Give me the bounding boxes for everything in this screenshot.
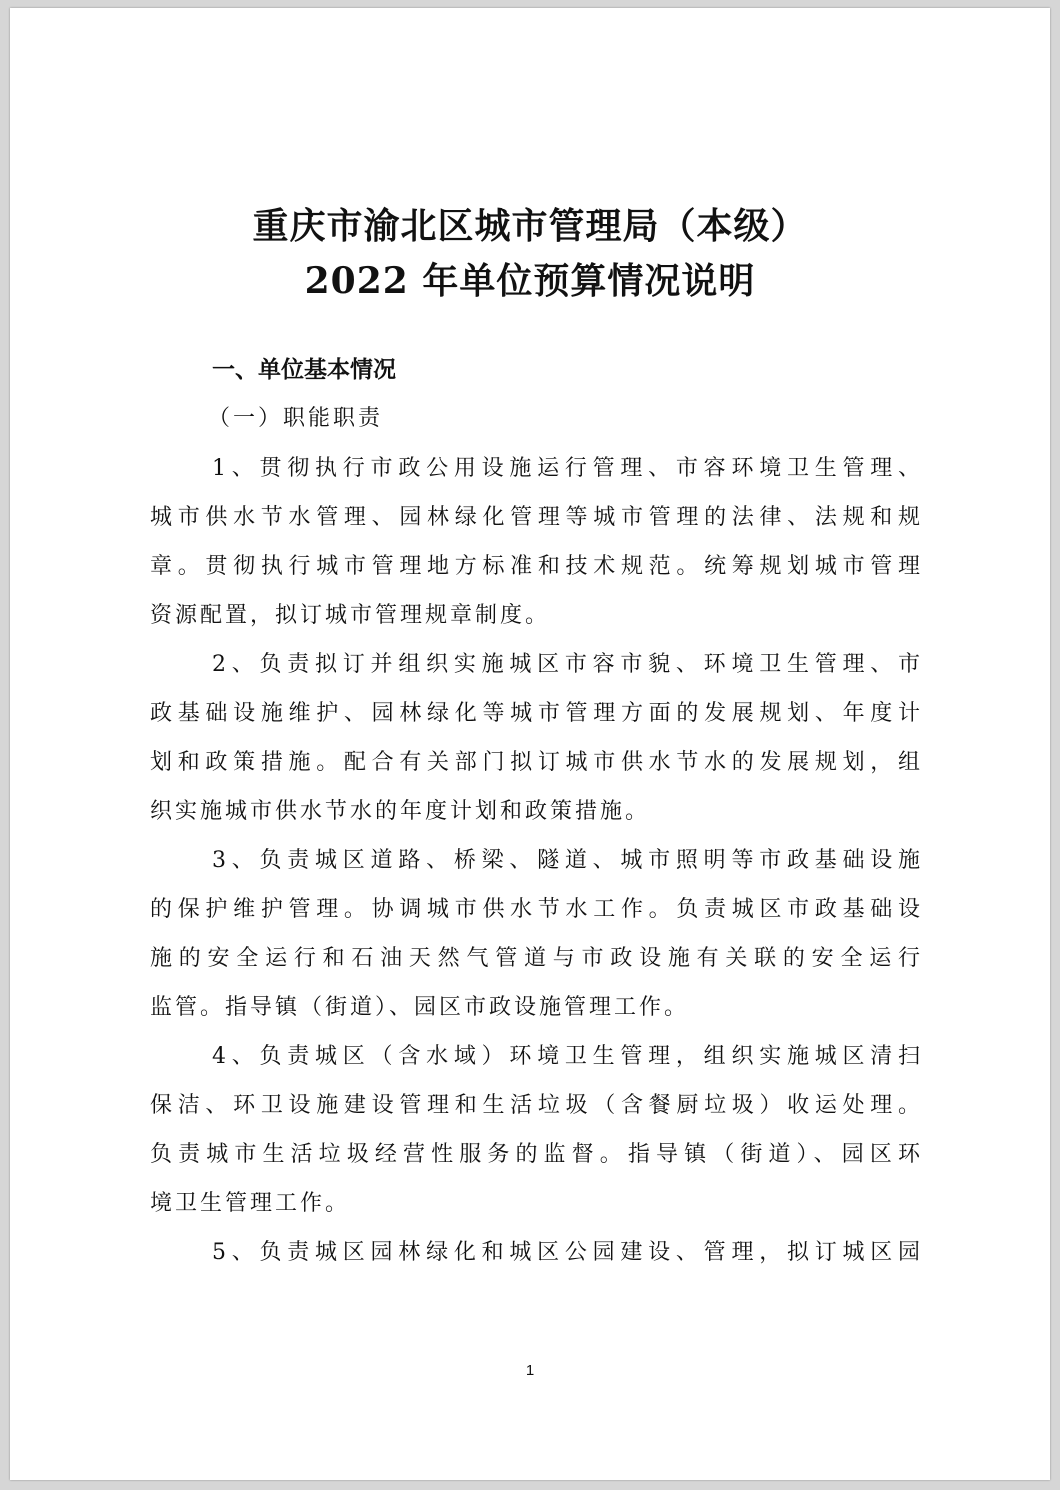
paragraph-line: 2、负责拟订并组织实施城区市容市貌、环境卫生管理、市 — [212, 652, 920, 677]
paragraph-line: 章。贯彻执行城市管理地方标准和技术规范。统筹规划城市管理 — [150, 554, 920, 579]
paragraph-line: 4、负责城区（含水域）环境卫生管理，组织实施城区清扫 — [212, 1044, 920, 1069]
paragraph-line: 城市供水节水管理、园林绿化管理等城市管理的法律、法规和规 — [150, 505, 920, 530]
paragraph-line: 的保护维护管理。协调城市供水节水工作。负责城区市政基础设 — [150, 897, 920, 922]
paragraph-line: 负责城市生活垃圾经营性服务的监督。指导镇（街道）、园区环 — [150, 1142, 920, 1167]
document-title-line1: 重庆市渝北区城市管理局（本级） — [252, 205, 808, 247]
paragraph-line: 监管。指导镇（街道）、园区市政设施管理工作。 — [150, 995, 690, 1020]
paragraph-line: 政基础设施维护、园林绿化等城市管理方面的发展规划、年度计 — [150, 701, 920, 726]
paragraph-line: 资源配置，拟订城市管理规章制度。 — [150, 603, 551, 628]
paragraph-line: 境卫生管理工作。 — [150, 1191, 351, 1216]
paragraph-line: 施的安全运行和石油天然气管道与市政设施有关联的安全运行 — [150, 946, 920, 971]
document-page — [10, 8, 1050, 1480]
paragraph-line: 织实施城市供水节水的年度计划和政策措施。 — [150, 799, 651, 824]
page-number: 1 — [525, 1362, 535, 1379]
document-title-line2: 2022 年单位预算情况说明 — [304, 260, 756, 302]
paragraph-line: 划和政策措施。配合有关部门拟订城市供水节水的发展规划，组 — [150, 750, 920, 775]
subsection-heading: （一）职能职责 — [208, 406, 384, 431]
paragraph-line: 1、贯彻执行市政公用设施运行管理、市容环境卫生管理、 — [212, 456, 920, 481]
section-heading: 一、单位基本情况 — [212, 356, 396, 383]
paragraph-line: 保洁、环卫设施建设管理和生活垃圾（含餐厨垃圾）收运处理。 — [150, 1093, 920, 1118]
paragraph-line: 5、负责城区园林绿化和城区公园建设、管理，拟订城区园 — [212, 1240, 920, 1265]
paragraph-line: 3、负责城区道路、桥梁、隧道、城市照明等市政基础设施 — [212, 848, 920, 873]
